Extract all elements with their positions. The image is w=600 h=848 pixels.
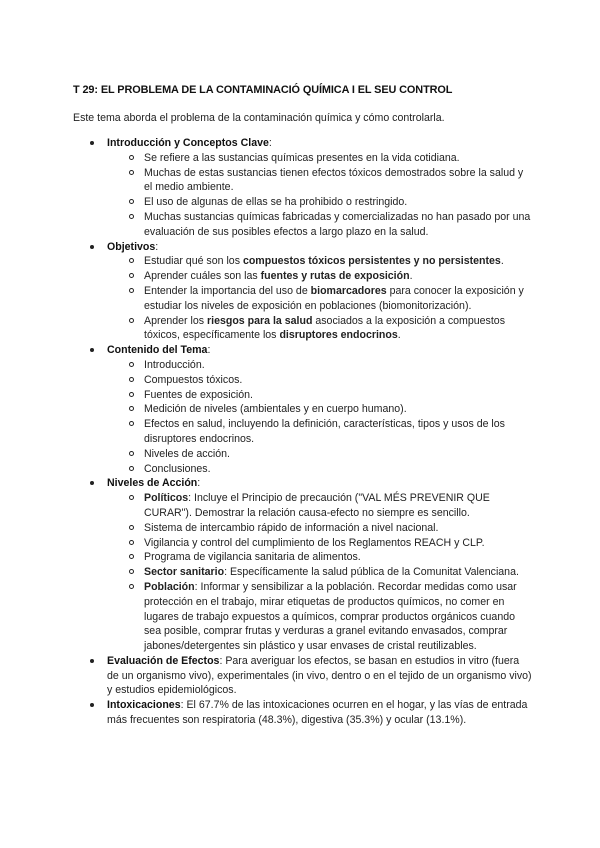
text-segment: Programa de vigilancia sanitaria de alimentos. xyxy=(144,551,361,564)
list-item xyxy=(107,580,533,654)
section-item xyxy=(73,654,533,698)
text-segment: Sistema de intercambio rápido de información a nivel nacional. xyxy=(144,521,439,534)
section-heading-tail: : xyxy=(197,477,201,490)
bold-text: compuestos tóxicos persistentes y no persistentes xyxy=(242,255,501,268)
list-item xyxy=(107,314,533,344)
text-segment: Aprender los xyxy=(144,314,208,327)
bold-text: Sector sanitario xyxy=(144,566,225,579)
section-heading-line xyxy=(107,343,533,358)
text-segment: : Informar y sensibilizar a la población. Recordar medidas como usar protección en el trabajo, mirar etiquetas de productos químicos, no comer en lugares de trabajo expuestos a químicos, comprar productos orgánicos cuando sea posible, comprar frutas y verduras a granel evitando envasados, comprar jabones/detergentes sin plástico y usar envases de cristal reutilizables. xyxy=(144,580,517,653)
section-item xyxy=(73,343,533,476)
section-heading-tail: : xyxy=(155,240,159,253)
list-item xyxy=(107,565,533,580)
text-segment: Fuentes de exposición. xyxy=(144,388,253,401)
section-heading-line xyxy=(107,654,533,698)
text-segment: Efectos en salud, incluyendo la definición, características, tipos y usos de los disruptores endocrinos. xyxy=(144,418,505,445)
list-item xyxy=(107,195,533,210)
bold-text: fuentes y rutas de exposición xyxy=(260,270,410,283)
list-item xyxy=(107,491,533,521)
bold-text: biomarcadores xyxy=(310,284,387,297)
section-heading: Intoxicaciones xyxy=(107,699,181,712)
section-heading-line xyxy=(107,136,533,151)
text-segment: Se refiere a las sustancias químicas presentes en la vida cotidiana. xyxy=(144,151,460,164)
subitem-list xyxy=(107,254,533,343)
text-segment: . xyxy=(397,329,401,342)
list-item xyxy=(107,402,533,417)
section-item xyxy=(73,698,533,728)
list-item xyxy=(107,284,533,314)
text-segment: Vigilancia y control del cumplimiento de los Reglamentos REACH y CLP. xyxy=(144,536,485,549)
text-segment: Entender la importancia del uso de xyxy=(144,284,311,297)
bold-text: Población xyxy=(144,580,195,593)
section-heading-tail: : Para averiguar los efectos, se basan en estudios in vitro (fuera de un organismo vivo), experimentales (in vivo, dentro o en el tejido de un organismo vivo) y estudios epidemiológicos. xyxy=(107,654,532,697)
list-item xyxy=(107,417,533,447)
list-item xyxy=(107,166,533,196)
intro-paragraph: Este tema aborda el problema de la contaminación química y cómo controlarla. xyxy=(73,112,445,124)
subitem-list xyxy=(107,151,533,240)
section-heading-tail: : El 67.7% de las intoxicaciones ocurren en el hogar, y las vías de entrada más frecuentes son respiratoria (48.3%), digestiva (35.3%) y ocular (13.1%). xyxy=(107,699,528,727)
text-segment: Muchas sustancias químicas fabricadas y comercializadas no han pasado por una evaluación de sus posibles efectos a largo plazo en la salud. xyxy=(144,210,531,238)
list-item xyxy=(107,269,533,284)
section-heading-tail: : xyxy=(268,137,272,149)
text-segment: . xyxy=(500,255,504,268)
bold-text: Políticos xyxy=(144,492,189,505)
text-segment: asociados a la exposición a compuestos tóxicos, específicamente los xyxy=(144,314,505,342)
text-segment: : Específicamente la salud pública de la Comunitat Valenciana. xyxy=(224,566,519,579)
section-item xyxy=(73,476,533,654)
text-segment: Conclusiones. xyxy=(144,462,211,475)
section-heading: Evaluación de Efectos xyxy=(107,654,220,667)
section-item xyxy=(73,240,533,344)
list-item xyxy=(107,521,533,536)
text-segment: Medición de niveles (ambientales y en cuerpo humano). xyxy=(144,403,407,416)
text-segment: Introducción. xyxy=(144,358,205,371)
subitem-list xyxy=(107,491,533,654)
list-item xyxy=(107,151,533,166)
list-item xyxy=(107,462,533,477)
bold-text: riesgos para la salud xyxy=(207,314,313,327)
list-item xyxy=(107,373,533,388)
page-title: T 29: EL PROBLEMA DE LA CONTAMINACIÓ QUÍMICA I EL SEU CONTROL xyxy=(73,84,453,96)
section-heading-line xyxy=(107,476,533,491)
section-heading: Niveles de Acción xyxy=(107,477,198,490)
section-heading: Introducción y Conceptos Clave xyxy=(107,137,269,149)
list-item xyxy=(107,210,533,240)
list-item xyxy=(107,447,533,462)
text-segment: . xyxy=(409,270,413,283)
outline-list xyxy=(73,136,533,728)
text-segment: Compuestos tóxicos. xyxy=(144,373,243,386)
list-item xyxy=(107,388,533,403)
text-segment: : Incluye el Principio de precaución ("VAL MÉS PREVENIR QUE CURAR"). Demostrar la relación causa-efecto no siempre es sencillo. xyxy=(144,492,490,519)
list-item xyxy=(107,254,533,269)
list-item xyxy=(107,536,533,551)
list-item xyxy=(107,550,533,565)
text-segment: Muchas de estas sustancias tienen efectos tóxicos demostrados sobre la salud y el medio ambiente. xyxy=(144,166,524,194)
text-segment: El uso de algunas de ellas se ha prohibido o restringido. xyxy=(144,196,408,209)
section-item xyxy=(73,136,533,240)
section-heading-tail: : xyxy=(207,344,211,357)
text-segment: Aprender cuáles son las xyxy=(144,270,261,283)
list-item xyxy=(107,358,533,373)
text-segment: Niveles de acción. xyxy=(144,447,230,460)
bold-text: disruptores endocrinos xyxy=(279,329,398,342)
subitem-list xyxy=(107,358,533,476)
text-segment: Estudiar qué son los xyxy=(144,255,243,268)
section-heading: Objetivos xyxy=(107,240,156,253)
text-segment: para conocer la exposición y estudiar los niveles de exposición en poblaciones (biomonitorización). xyxy=(144,284,524,312)
section-heading-line xyxy=(107,240,533,255)
section-heading: Contenido del Tema xyxy=(107,344,208,357)
section-heading-line xyxy=(107,698,533,728)
